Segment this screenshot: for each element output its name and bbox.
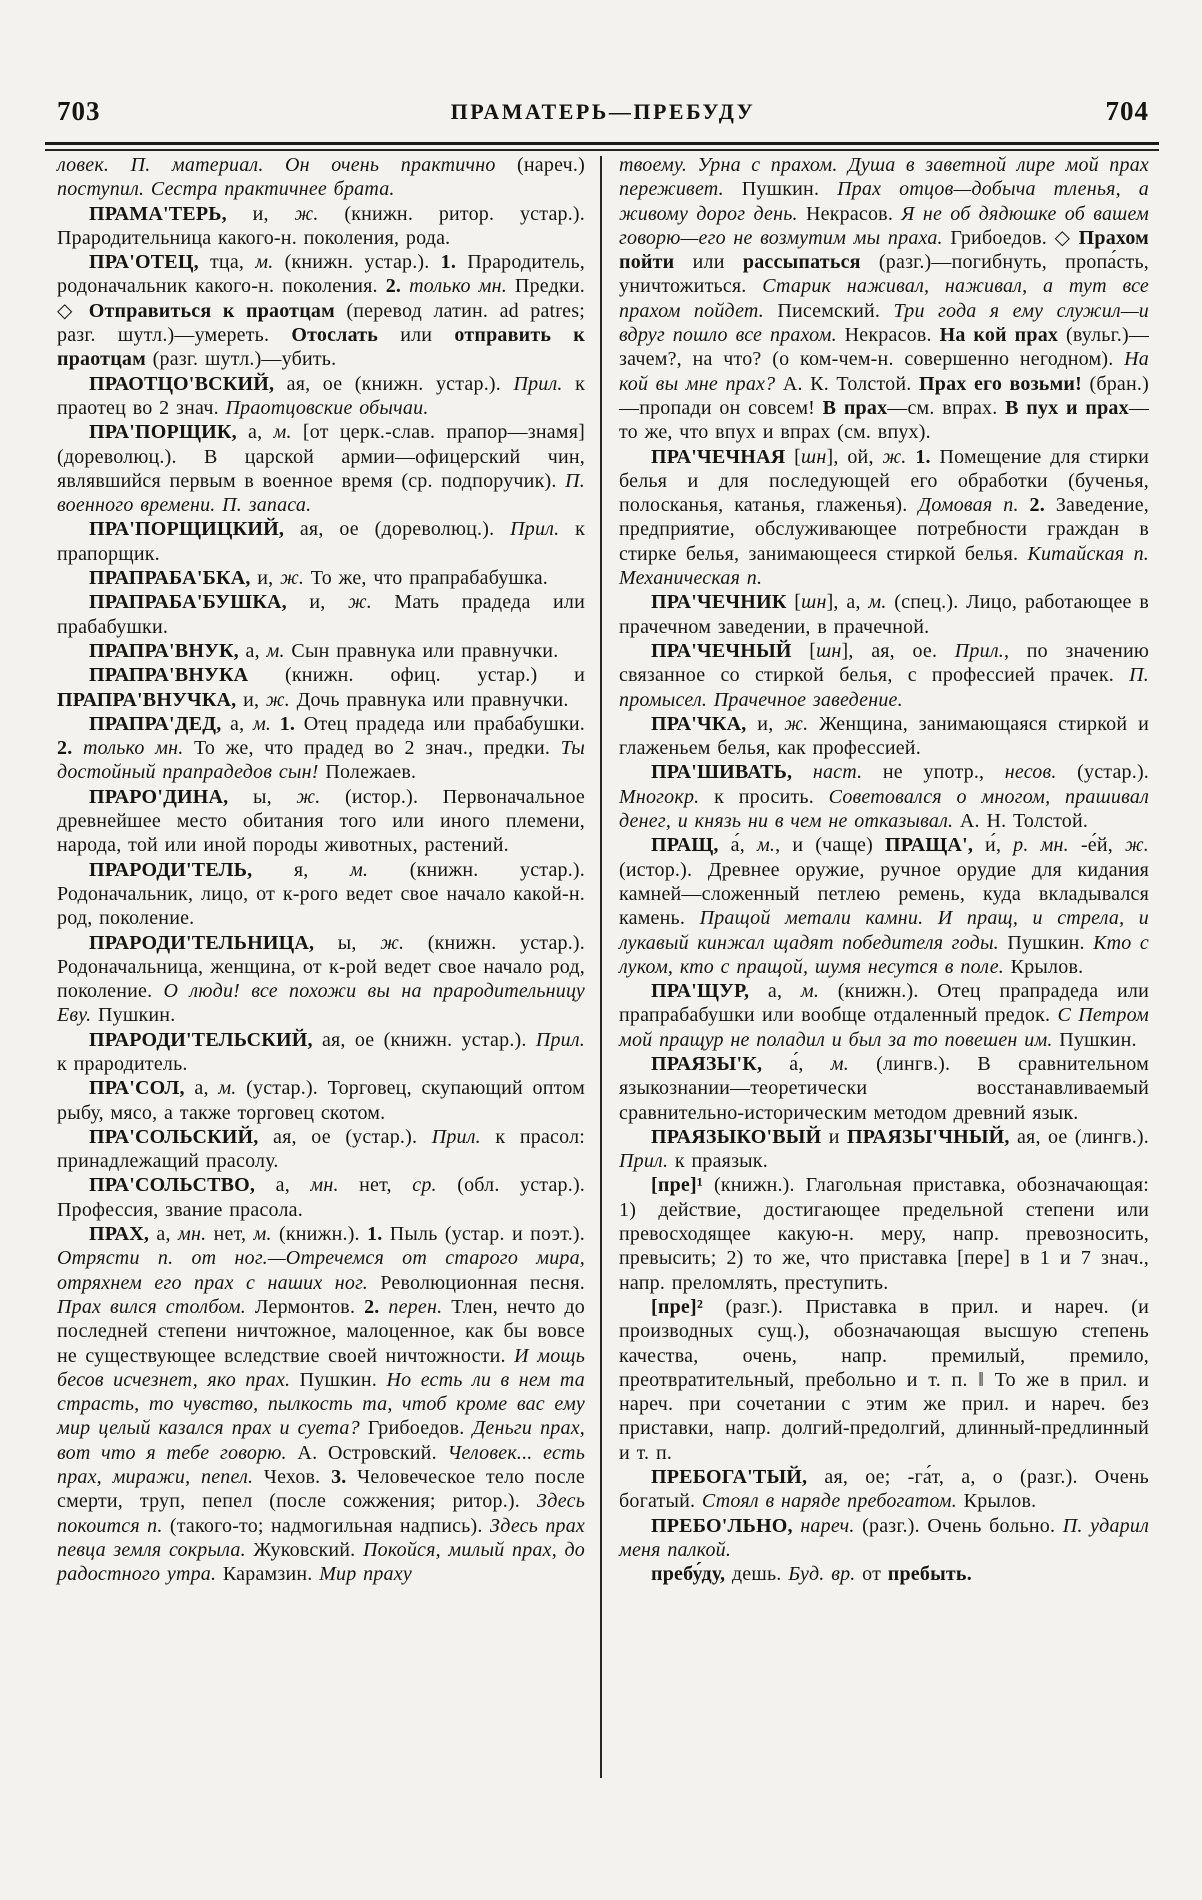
page-header — [57, 96, 1149, 130]
dictionary-entry: [пре]² (разг.). Приставка в прил. и нареч. (и производных сущ.), обозначающая высшую степень качества, очень, напр. премилый, премило, преотвратительный, пребольно и т. п. ‖ То же в прил. и нареч. при сочетании с этим же прил. и нареч. без приставки, напр. долгий-предолгий, длинный-предлинный и т. п. — [619, 1295, 1149, 1464]
dictionary-entry: ПРЕБО'ЛЬНО, нареч. (разг.). Очень больно. П. ударил меня палкой. — [619, 1514, 1149, 1561]
dictionary-entry: ПРАПРА'ВНУК, а, м. Сын правнука или правнучки. — [89, 639, 559, 662]
dictionary-entry: ПРА'ЩУР, а, м. (книжн.). Отец прапрадеда или прапрабабушки или вообще отдаленный предок. С Петром мой пращур не поладил и был за то повешен им. Пушкин. — [619, 980, 1149, 1051]
dictionary-entry: ПРА'ШИВАТЬ, наст. не употр., несов. (устар.). Многокр. к просить. Советовался о многом, прашивал денег, и князь ни в чем не отказывал. А. Н. Толстой. — [619, 761, 1150, 833]
dictionary-entry: пребу́ду, дешь. Буд. вр. от пребыть. — [651, 1563, 972, 1586]
dictionary-entry: ПРАПРА'ВНУКА (книжн. офиц. устар.) и ПРАПРА'ВНУЧКА, и, ж. Дочь правнука или правнучки. — [57, 664, 585, 711]
entry-continuation: твоему. Урна с прахом. Душа в заветной лире мой прах переживет. Пушкин. Прах отцов—добыча тленья, а живому дорог день. Некрасов. Я не об дядюшке об вашем говорю—его не возмутим мы праха. Грибоедов. ◇ Прахом пойти или рассыпаться (разг.)—погибнуть, пропа́сть, уничтожиться. Старик наживал, наживал, а тут все прахом пойдет. Писемский. Три года я ему служил—и вдруг пошло все прахом. Некрасов. На кой прах (вульг.)—зачем?, на что? (о ком-чем-н. совершенно негодном). На кой вы мне прах? А. К. Толстой. Прах его возьми! (бран.)—пропади он совсем! В прах—см. впрах. В пух и прах—то же, что впух и впрах (см. впух). — [619, 154, 1150, 444]
dictionary-column-left — [57, 153, 585, 1587]
dictionary-entry: ПРАПРАБА'БКА, и, ж. То же, что прапрабабушка. — [89, 567, 549, 590]
dictionary-entry: ПРАЯЗЫ'К, а́, м. (лингв.). В сравнительном языкознании—теоретически восстанавливаемый сравнительно-историческим методом древний язык. — [619, 1052, 1149, 1124]
dictionary-entry: ПРАПРА'ДЕД, а, м. 1. Отец прадеда или прабабушки. 2. только мн. То же, что прадед во 2 знач., предки. Ты достойный прапрадедов сын! Полежаев. — [57, 712, 586, 784]
dictionary-entry: ПРА'СОЛ, а, м. (устар.). Торговец, скупающий оптом рыбу, мясо, а также торговец скотом. — [57, 1077, 585, 1124]
dictionary-entry: ПРА'ЧЕЧНИК [шн], а, м. (спец.). Лицо, работающее в прачечном заведении, в прачечной. — [619, 591, 1149, 638]
dictionary-entry: ПРА'ПОРЩИЦКИЙ, ая, ое (дореволюц.). Прил. к прапорщик. — [57, 518, 586, 565]
page-number-left: 703 — [57, 96, 101, 126]
dictionary-entry: ПРАХ, а, мн. нет, м. (книжн.). 1. Пыль (устар. и поэт.). Отрясти п. от ног.—Отречемся от старого мира, отряхнем его прах с наших ног. Революционная песня. Прах вился столбом. Лермонтов. 2. перен. Тлен, нечто до последней степени ничтожное, малоценное, как бы вовсе не существующее вследствие своей ничтожности. И мощь бесов исчезнет, яко прах. Пушкин. Но есть ли в нем та страсть, то чувство, пылкость та, чтоб кроме вас ему мир целый казался прах и суета? Грибоедов. Деньги прах, вот что я тебе говорю. А. Островский. Человек... есть прах, миражи, пепел. Чехов. 3. Человеческое тело после смерти, труп, пепел (после сожжения; ритор.). Здесь покоится п. (такого-то; надмогильная надпись). Здесь прах певца земля сокрыла. Жуковский. Покойся, милый прах, до радостного утра. Карамзин. Мир праху — [57, 1223, 586, 1586]
header-rule-thin — [45, 149, 1159, 151]
running-head-title: ПРАМАТЕРЬ—ПРЕБУДУ — [450, 99, 756, 124]
dictionary-entry: ПРА'ЧКА, и, ж. Женщина, занимающаяся стиркой и глаженьем белья, как профессией. — [619, 712, 1149, 760]
dictionary-entry: ПРАМА'ТЕРЬ, и, ж. (книжн. ритор. устар.). Прародительница какого-н. поколения, рода. — [57, 202, 585, 249]
dictionary-entry: ПРА'ЧЕЧНАЯ [шн], ой, ж. 1. Помещение для стирки белья и для последующей его обработки (бученья, полосканья, катанья, глаженья). Домовая п. 2. Заведение, предприятие, обслуживающее потребности граждан в стирке белья, занимающееся стиркой белья. Китайская п. Механическая п. — [619, 445, 1150, 590]
header-rule-thick — [45, 142, 1159, 145]
dictionary-column-right — [619, 153, 1149, 1587]
dictionary-entry: ПРАРО'ДИНА, ы, ж. (истор.). Первоначальное древнейшее место обитания того или иного племени, народа, той или иной породы животных, растений. — [57, 785, 585, 857]
dictionary-entry: ПРАПРАБА'БУШКА, и, ж. Мать прадеда или прабабушки. — [57, 591, 585, 638]
entry-continuation: ловек. П. материал. Он очень практично (нареч.) поступил. Сестра практичнее брата. — [57, 154, 585, 201]
dictionary-entry: ПРА'ПОРЩИК, а, м. [от церк.-слав. прапор—знамя] (дореволюц.). В царской армии—офицерский чин, являвшийся первым в военное время (ср. подпоручик). П. военного времени. П. запаса. — [57, 421, 585, 517]
dictionary-entry: [пре]¹ (книжн.). Глагольная приставка, обозначающая: 1) действие, достигающее предельной степени или превосходящее какую-н. меру, напр. превозносить, превысить; 2) то же, что приставка [пере] в 1 и 7 знач., напр. преломлять, преступить. — [619, 1174, 1149, 1294]
dictionary-entry: ПРАРОДИ'ТЕЛЬНИЦА, ы, ж. (книжн. устар.). Родоначальница, женщина, от к-рой ведет свое начало род, поколение. О люди! все похожи вы на прародительницу Еву. Пушкин. — [57, 931, 586, 1027]
dictionary-entry: ПРАОТЦО'ВСКИЙ, ая, ое (книжн. устар.). Прил. к праотец во 2 знач. Праотцовские обычаи. — [57, 372, 585, 419]
dictionary-entry: ПРАРОДИ'ТЕЛЬ, я, м. (книжн. устар.). Родоначальник, лицо, от к-рого ведет свое начало какой-н. род, поколение. — [57, 858, 585, 930]
page-number-right: 704 — [1105, 96, 1149, 126]
dictionary-entry: ПРЕБОГА'ТЫЙ, ая, ое; -га́т, а, о (разг.). Очень богатый. Стоял в наряде пребогатом. Крылов. — [619, 1466, 1149, 1513]
dictionary-entry: ПРА'СОЛЬСКИЙ, ая, ое (устар.). Прил. к прасол: принадлежащий прасолу. — [57, 1125, 586, 1173]
dictionary-entry: ПРАРОДИ'ТЕЛЬСКИЙ, ая, ое (книжн. устар.). Прил. к прародитель. — [57, 1028, 585, 1075]
dictionary-entry: ПРА'СОЛЬСТВО, а, мн. нет, ср. (обл. устар.). Профессия, звание прасола. — [57, 1174, 585, 1221]
dictionary-entry: ПРА'ЧЕЧНЫЙ [шн], ая, ое. Прил., по значению связанное со стиркой белья, с профессией прачек. П. промысел. Прачечное заведение. — [619, 639, 1149, 711]
dictionary-entry: ПРАЩ, а́, м., и (чаще) ПРАЩА', и́, р. мн. -е́й, ж. (истор.). Древнее оружие, ручное орудие для кидания камней—сложенный петлею ремень, куда вкладывался камень. Пращой метали камни. И пращ, и стрела, и лукавый кинжал щадят победителя годы. Пушкин. Кто с луком, кто с пращой, шумя несутся в поле. Крылов. — [619, 834, 1149, 978]
dictionary-entry: ПРАЯЗЫКО'ВЫЙ и ПРАЯЗЫ'ЧНЫЙ, ая, ое (лингв.). Прил. к праязык. — [619, 1125, 1149, 1173]
column-divider-rule — [600, 156, 602, 1778]
dictionary-entry: ПРА'ОТЕЦ, тца, м. (книжн. устар.). 1. Прародитель, родоначальник какого-н. поколения. 2. только мн. Предки. ◇ Отправиться к праотцам (перевод латин. ad patres; разг. шутл.)—умереть. Отослать или отправить к праотцам (разг. шутл.)—убить. — [57, 251, 586, 371]
